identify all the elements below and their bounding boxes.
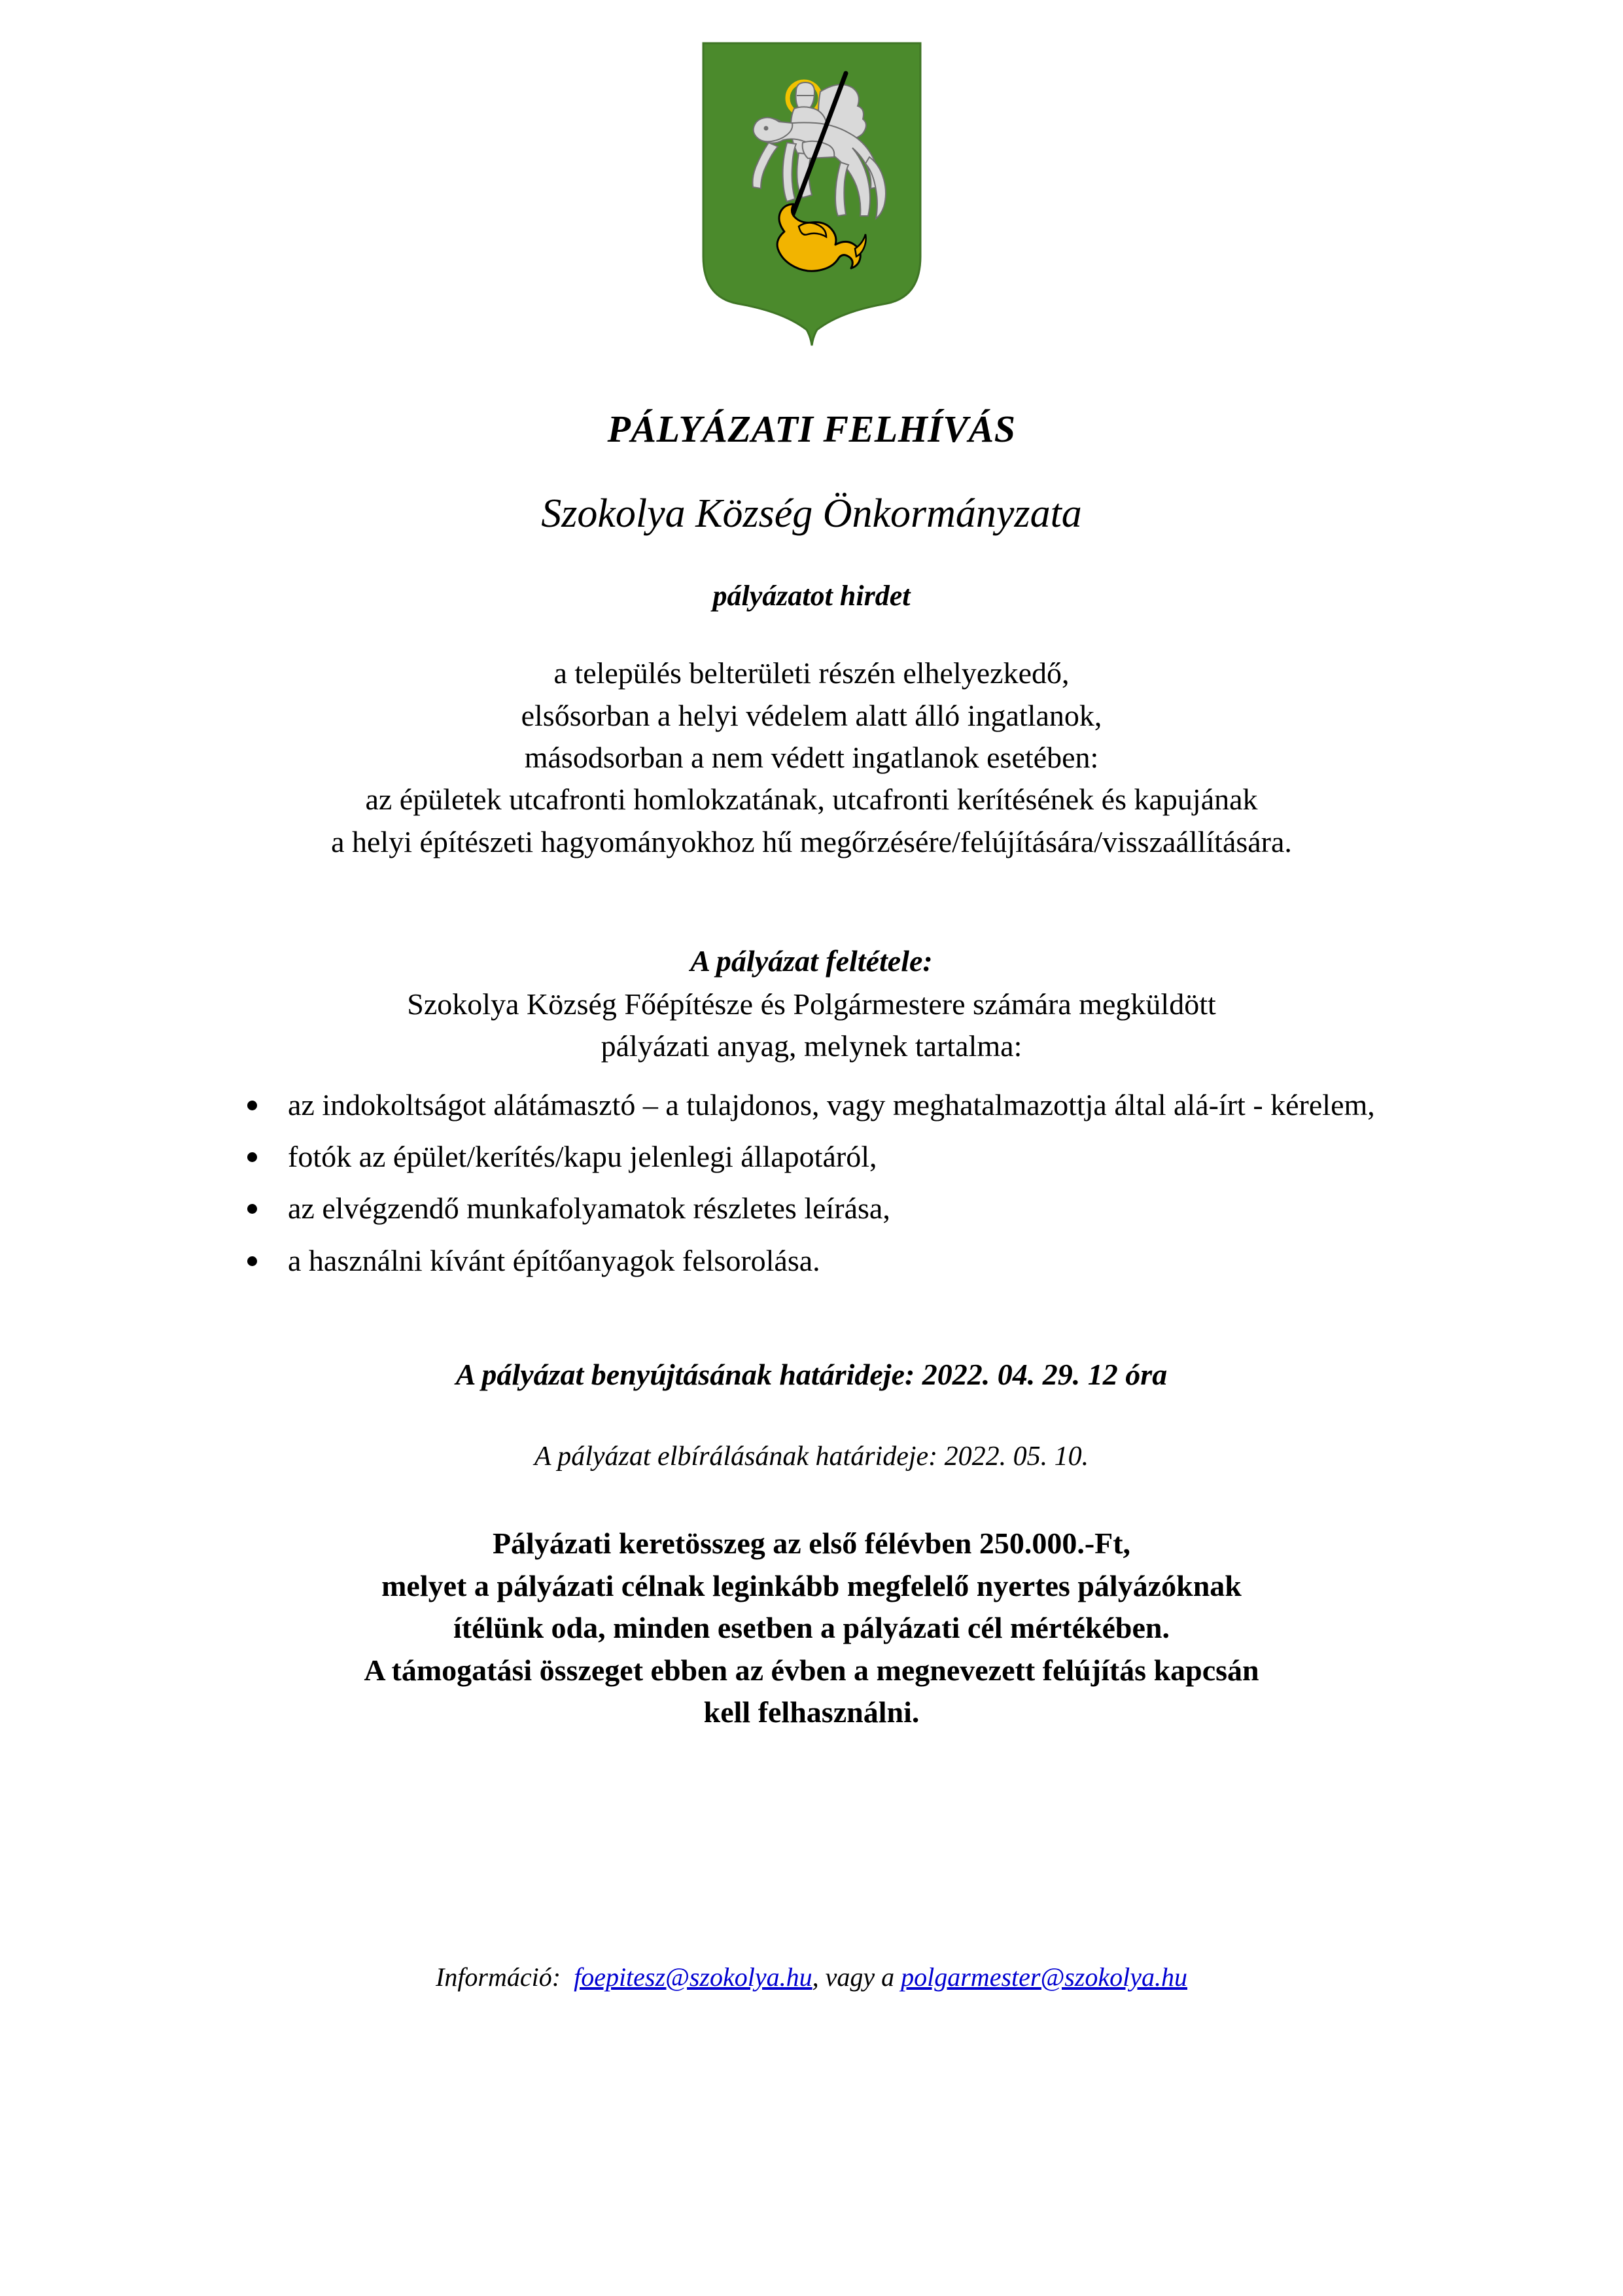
funding-line-2: melyet a pályázati célnak leginkább megfelelő nyertes pályázóknak xyxy=(381,1568,1242,1602)
page-title: PÁLYÁZATI FELHÍVÁS xyxy=(607,408,1016,450)
contact-separator: , vagy a xyxy=(812,1962,901,1992)
intro-line-5: a helyi építészeti hagyományokhoz hű megőrzésére/felújítására/visszaállítására. xyxy=(331,824,1292,858)
crest-container xyxy=(0,0,1623,348)
funding-line-4: A támogatási összeget ebben az évben a megnevezett felújítás kapcsán xyxy=(364,1653,1259,1687)
funding-line-3: ítélünk oda, minden esetben a pályázati cél mértékében. xyxy=(453,1611,1170,1645)
issuer-name: Szokolya Község Önkormányzata xyxy=(541,491,1082,537)
list-item: fotók az épület/kerítés/kapu jelenlegi állapotáról, xyxy=(216,1135,1440,1178)
email-link-polgarmester[interactable]: polgarmester@szokolya.hu xyxy=(901,1962,1187,1992)
intro-line-1: a település belterületi részén elhelyezkedő, xyxy=(553,656,1070,690)
evaluation-deadline: A pályázat elbírálásának határideje: 2022. 05. 10. xyxy=(534,1441,1089,1472)
contact-label: Információ: xyxy=(436,1962,561,1992)
funding-line-1: Pályázati keretösszeg az első félévben 250.000.-Ft, xyxy=(492,1527,1131,1561)
intro-line-2: elsősorban a helyi védelem alatt álló ingatlanok, xyxy=(521,698,1102,732)
conditions-lead xyxy=(0,983,1623,1068)
conditions-lead-line-1: Szokolya Község Főépítésze és Polgármestere számára megküldött xyxy=(407,987,1216,1021)
szokolya-coat-of-arms xyxy=(701,41,923,348)
list-item: az elvégzendő munkafolyamatok részletes leírása, xyxy=(216,1187,1440,1229)
intro-line-3: másodsorban a nem védett ingatlanok esetében: xyxy=(524,740,1099,774)
funding-line-5: kell felhasználni. xyxy=(703,1695,920,1729)
requirements-list xyxy=(0,1084,1623,1282)
submission-deadline: A pályázat benyújtásának határideje: 2022. 04. 29. 12 óra xyxy=(455,1357,1168,1391)
list-item: a használni kívánt építőanyagok felsorolása. xyxy=(216,1239,1440,1282)
intro-paragraph xyxy=(0,652,1623,863)
horse-eye xyxy=(763,126,768,131)
conditions-heading: A pályázat feltétele: xyxy=(690,944,933,978)
list-item: az indokoltságot alátámasztó – a tulajdonos, vagy meghatalmazottja által alá-írt - kérelem, xyxy=(216,1084,1440,1126)
email-link-foepitesz[interactable]: foepitesz@szokolya.hu xyxy=(574,1962,812,1992)
funding-block xyxy=(0,1523,1623,1733)
conditions-lead-line-2: pályázati anyag, melynek tartalma: xyxy=(601,1029,1022,1063)
announcement-verb: pályázatot hirdet xyxy=(712,579,911,612)
contact-footer xyxy=(0,1962,1623,1992)
intro-line-4: az épületek utcafronti homlokzatának, utcafronti kerítésének és kapujának xyxy=(365,783,1258,817)
